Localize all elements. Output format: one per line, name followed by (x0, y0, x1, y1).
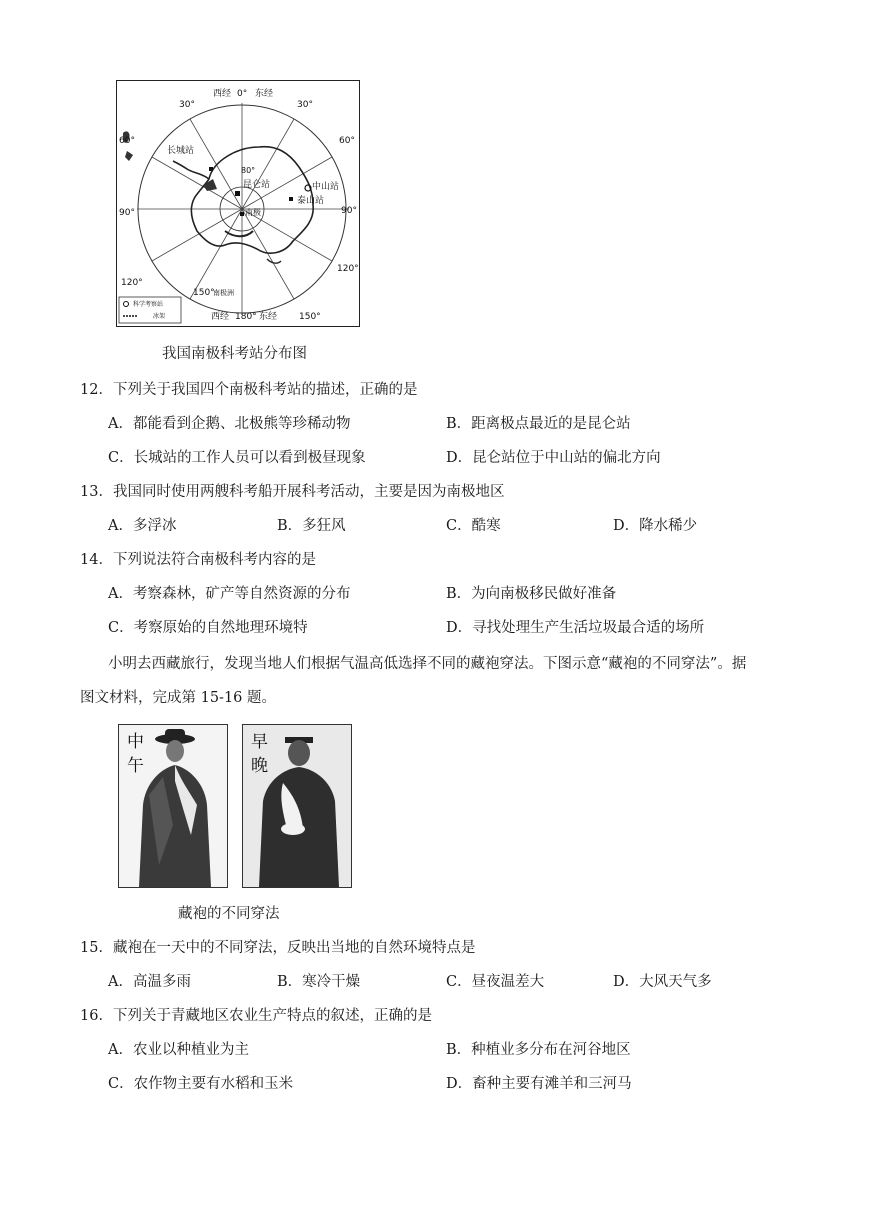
legend-shelf-label: 冰架 (153, 313, 166, 320)
label-150-left: 150° (193, 288, 215, 298)
question-number: 12． (80, 382, 113, 398)
passage-line-2: 图文材料，完成第 15-16 题。 (80, 690, 277, 706)
q13-option-b: B．多狂风 (277, 518, 346, 534)
photos-caption: 藏袍的不同穿法 (178, 906, 280, 922)
question-stem: 我国同时使用两艘科考船开展科考活动，主要是因为南极地区 (112, 484, 505, 500)
q13-option-c: C．酷寒 (446, 518, 501, 534)
q14-option-c: C．考察原始的自然地理环境特 (108, 620, 308, 636)
question-number: 16． (80, 1008, 113, 1024)
q12-option-c: C．长城站的工作人员可以看到极昼现象 (108, 450, 366, 466)
label-120-right: 120° (337, 264, 359, 274)
q14-option-d: D．寻找处理生产生活垃圾最合适的场所 (446, 620, 705, 636)
label-150-right: 150° (299, 312, 321, 322)
label-kunlun: 昆仑站 (243, 180, 271, 190)
label-60-left: 60° (119, 136, 135, 146)
label-90-right: 90° (341, 206, 357, 216)
question-stem: 藏袍在一天中的不同穿法，反映出当地的自然环境特点是 (112, 940, 476, 956)
passage-line-1: 小明去西藏旅行，发现当地人们根据气温高低选择不同的藏袍穿法。下图示意“藏袍的不同穿法”。据 (108, 656, 747, 672)
morning-label-2: 晚 (251, 756, 268, 776)
q14-option-a: A．考察森林，矿产等自然资源的分布 (108, 586, 351, 602)
question-12 (80, 380, 417, 400)
morning-evening-figure-graphic (243, 725, 351, 887)
q15-option-b: B．寒冷干燥 (277, 974, 361, 990)
label-120-left: 120° (121, 278, 143, 288)
question-16 (80, 1006, 432, 1026)
noon-figure-graphic (119, 725, 227, 887)
map-caption: 我国南极科考站分布图 (162, 346, 307, 362)
question-number: 13． (80, 484, 113, 500)
question-15 (80, 938, 475, 958)
label-90-left: 90° (119, 208, 135, 218)
label-zhongshan: 中山站 (312, 182, 340, 192)
label-south-pole: 南极 (245, 208, 261, 217)
label-30-left: 30° (179, 100, 195, 110)
south-pole-marker (240, 212, 244, 216)
q13-option-d: D．降水稀少 (613, 518, 698, 534)
question-stem: 下列关于青藏地区农业生产特点的叙述，正确的是 (112, 1008, 432, 1024)
question-stem: 下列关于我国四个南极科考站的描述，正确的是 (112, 382, 418, 398)
question-stem: 下列说法符合南极科考内容的是 (112, 552, 316, 568)
label-taishan: 泰山站 (297, 196, 325, 206)
legend-station-label: 科学考察站 (133, 301, 164, 308)
photo-morning-evening (242, 724, 352, 888)
q12-option-a: A．都能看到企鹅、北极熊等珍稀动物 (108, 416, 351, 432)
noon-label-2: 午 (127, 756, 144, 776)
q12-option-d: D．昆仑站位于中山站的偏北方向 (446, 450, 661, 466)
q16-option-b: B．种植业多分布在河谷地区 (446, 1042, 631, 1058)
q16-option-c: C．农作物主要有水稻和玉米 (108, 1076, 294, 1092)
q16-option-d: D．畜种主要有滩羊和三河马 (446, 1076, 632, 1092)
photo-noon (118, 724, 228, 888)
label-180: 180° (235, 312, 257, 322)
antarctic-station-map (116, 80, 360, 327)
label-changcheng: 长城站 (167, 146, 195, 156)
question-13 (80, 482, 504, 502)
map-legend (119, 297, 181, 323)
changcheng-station-marker (209, 167, 213, 171)
label-west-lon-top: 西经 (213, 89, 232, 99)
label-80: 80° (241, 166, 256, 175)
question-14 (80, 550, 316, 570)
label-30-right: 30° (297, 100, 313, 110)
taishan-station-marker (289, 197, 293, 201)
label-zero: 0° (237, 89, 248, 99)
question-number: 15． (80, 940, 113, 956)
q13-option-a: A．多浮冰 (108, 518, 177, 534)
question-number: 14． (80, 552, 113, 568)
label-60-right: 60° (339, 136, 355, 146)
label-east-lon-top: 东经 (255, 89, 274, 99)
label-east-lon-bottom: 东经 (259, 312, 278, 322)
label-ross: 南极洲 (213, 289, 234, 297)
q12-option-b: B．距离极点最近的是昆仑站 (446, 416, 631, 432)
q15-option-d: D．大风天气多 (613, 974, 712, 990)
q15-option-c: C．昼夜温差大 (446, 974, 545, 990)
label-west-lon-bottom: 西经 (211, 312, 230, 322)
kunlun-station-marker (235, 191, 240, 196)
q16-option-a: A．农业以种植业为主 (108, 1042, 249, 1058)
map-graphic (117, 81, 359, 326)
morning-label-1: 早 (251, 732, 268, 752)
q14-option-b: B．为向南极移民做好准备 (446, 586, 617, 602)
noon-label-1: 中 (127, 732, 144, 752)
q15-option-a: A．高温多雨 (108, 974, 191, 990)
